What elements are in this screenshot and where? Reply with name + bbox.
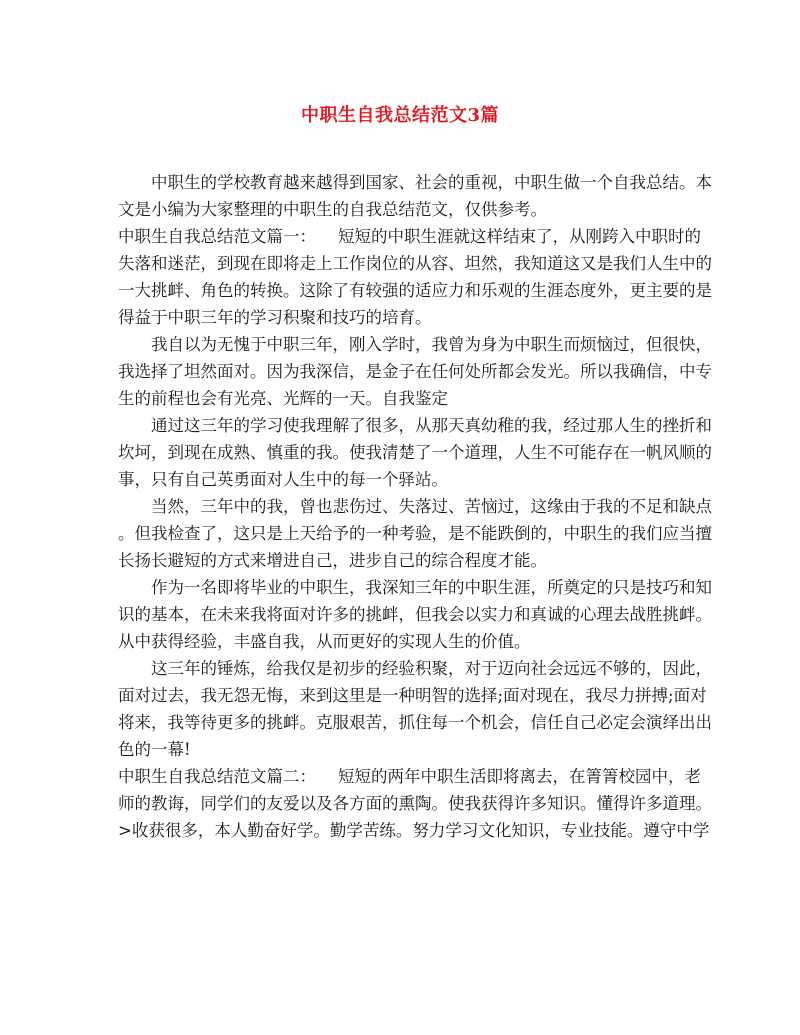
text-line: 一大挑衅、角色的转换。这除了有较强的适应力和乐观的生涯态度外，更主要的是 [118,281,712,300]
paragraph [118,169,712,223]
text-line: >收获很多，本人勤奋好学。勤学苦练。努力学习文化知识，专业技能。遵守中学 [118,821,710,840]
text-line: 当然，三年中的我，曾也悲伤过、失落过、苦恼过，这缘由于我的不足和缺点 [151,497,712,516]
text-line: 这三年的锤炼，给我仅是初步的经验积聚，对于迈向社会远远不够的，因此， [151,659,712,678]
text-line: 我自以为无愧于中职三年，刚入学时，我曾为身为中职生而烦恼过，但很快， [151,335,712,354]
text-line: 失落和迷茫，到现在即将走上工作岗位的从容、坦然，我知道这又是我们人生中的 [118,254,712,273]
section-heading: 中职生自我总结范文篇二： [118,767,316,786]
text-line: 文是小编为大家整理的中职生的自我总结范文，仅供参考。 [118,200,547,219]
section-heading-line [118,223,701,250]
paragraph [118,331,712,412]
document-body [118,169,712,844]
text-line: 师的教诲，同学们的友爱以及各方面的熏陶。使我获得许多知识。懂得许多道理。 [118,794,712,813]
text-line: 识的基本，在未来我将面对许多的挑衅，但我会以实力和真诚的心理去战胜挑衅。 [118,605,712,624]
text-line: 将来，我等待更多的挑衅。克服艰苦，抓住每一个机会，信任自己必定会演绎出出 [118,713,712,732]
text-line: 面对过去，我无怨无悔，来到这里是一种明智的选择;面对现在，我尽力拼搏;面对 [118,686,707,705]
section-heading: 中职生自我总结范文篇一： [118,227,316,246]
text-line: 生的前程也会有光亮、光辉的一天。自我鉴定 [118,389,448,408]
text-line: 长扬长避短的方式来增进自己，进步自己的综合程度才能。 [118,551,547,570]
text-line: 得益于中职三年的学习积聚和技巧的培育。 [118,308,432,327]
paragraph [118,655,712,763]
text-line: 事，只有自己英勇面对人生中的每一个驿站。 [118,470,448,489]
section-paragraph [118,223,712,331]
paragraph [118,412,712,493]
text-line: 坎坷，到现在成熟、慎重的我。使我清楚了一个道理，人生不可能存在一帆风顺的 [118,443,712,462]
text-line: 从中获得经验，丰盛自我，从而更好的实现人生的价值。 [118,632,531,651]
text-line: 。但我检查了，这只是上天给予的一种考验，是不能跌倒的，中职生的我们应当擅 [118,524,712,543]
text-line: 短短的两年中职生活即将离去，在箐箐校园中，老 [338,767,701,786]
section-heading-line [118,763,701,790]
document-title: 中职生自我总结范文3篇 [300,105,500,126]
text-line: 中职生的学校教育越来越得到国家、社会的重视，中职生做一个自我总结。本 [151,173,712,192]
text-line: 通过这三年的学习使我理解了很多，从那天真幼稚的我，经过那人生的挫折和 [151,416,712,435]
text-line: 色的一幕! [118,740,191,759]
text-line: 我选择了坦然面对。因为我深信，是金子在任何处所都会发光。所以我确信，中专 [118,362,712,381]
text-line: 短短的中职生涯就这样结束了，从刚跨入中职时的 [338,227,701,246]
text-line: 作为一名即将毕业的中职生，我深知三年的中职生涯，所奠定的只是技巧和知 [151,578,712,597]
paragraph [118,493,712,574]
section-paragraph [118,763,712,844]
paragraph [118,574,712,655]
